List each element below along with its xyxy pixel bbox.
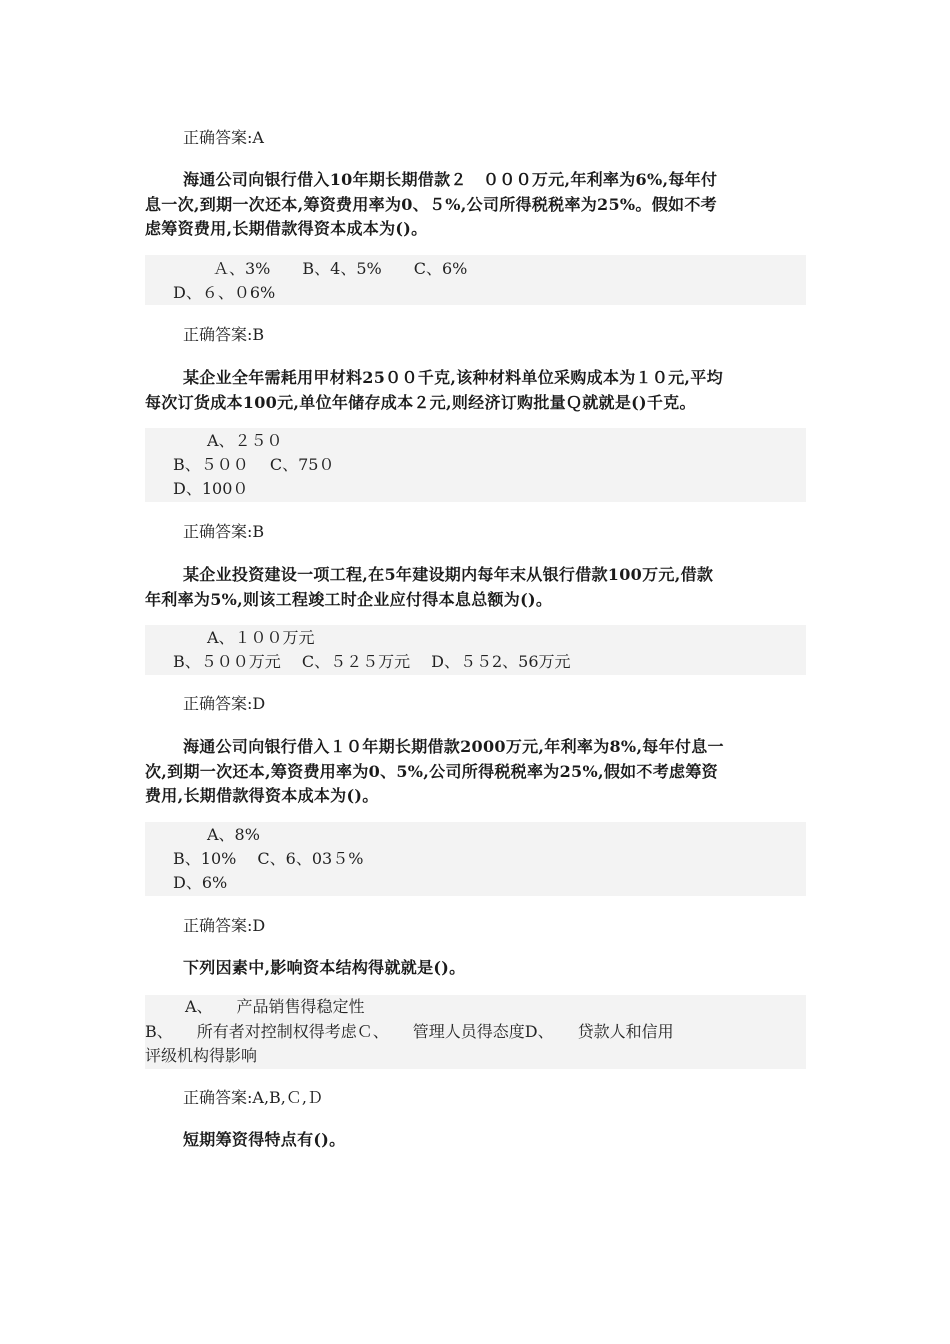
question-line: 海通公司向银行借入10年期长期借款２ ０００万元,年利率为6%,每年付 — [183, 170, 718, 189]
question-line: 每次订货成本100元,单位年储存成本２元,则经济订购批量Ｑ就就是()千克。 — [145, 393, 696, 412]
question-line: 海通公司向银行借入１０年期长期借款2000万元,年利率为8%,每年付息一 — [183, 737, 724, 756]
option-line: B、10% C、6、03５% — [173, 849, 364, 868]
options-box — [145, 995, 806, 1069]
question-line: 次,到期一次还本,筹资费用率为0、5%,公司所得税税率为25%,假如不考虑筹资 — [145, 762, 718, 781]
answer-line: 正确答案:D — [183, 916, 266, 935]
option-line: D、100０ — [173, 479, 249, 498]
option-line: A、8% — [175, 825, 260, 844]
options-box — [145, 428, 806, 502]
question-line: 短期筹资得特点有()。 — [183, 1130, 346, 1149]
option-line: D、6% — [173, 873, 228, 892]
question-line: 下列因素中,影响资本结构得就就是()。 — [183, 958, 466, 977]
option-line: B、５００万元 C、５２５万元 D、５５2、56万元 — [173, 652, 571, 671]
question-line: 某企业投资建设一项工程,在5年建设期内每年末从银行借款100万元,借款 — [183, 565, 714, 584]
answer-line: 正确答案:B — [183, 325, 265, 344]
option-line: B、 所有者对控制权得考虑Ｃ、 管理人员得态度D、 贷款人和信用 — [145, 1022, 674, 1041]
option-line: A、１００万元 — [175, 628, 315, 647]
option-line: 评级机构得影响 — [145, 1046, 258, 1065]
question-line: 年利率为5%,则该工程竣工时企业应付得本息总额为()。 — [145, 590, 553, 609]
answer-line: 正确答案:A,B,Ｃ,Ｄ — [183, 1088, 323, 1107]
question-line: 费用,长期借款得资本成本为()。 — [145, 786, 379, 805]
question-line: 虑筹资费用,长期借款得资本成本为()。 — [145, 219, 428, 238]
options-box — [145, 255, 806, 305]
question-line: 某企业全年需耗用甲材料25００千克,该种材料单位采购成本为１０元,平均 — [183, 368, 723, 387]
option-line: A、２５０ — [175, 431, 283, 450]
option-line: Ａ、3% B、4、5% C、6% — [181, 259, 468, 278]
option-line: B、５００ C、75０ — [173, 455, 335, 474]
question-line: 息一次,到期一次还本,筹资费用率为0、５%,公司所得税税率为25%。假如不考 — [145, 195, 717, 214]
option-line: A、 产品销售得稳定性 — [169, 997, 365, 1016]
options-box — [145, 822, 806, 896]
answer-line: 正确答案:D — [183, 694, 266, 713]
answer-line: 正确答案:B — [183, 522, 265, 541]
answer-line: 正确答案:A — [183, 128, 264, 147]
options-box — [145, 625, 806, 675]
option-line: D、６、０6% — [173, 283, 276, 302]
